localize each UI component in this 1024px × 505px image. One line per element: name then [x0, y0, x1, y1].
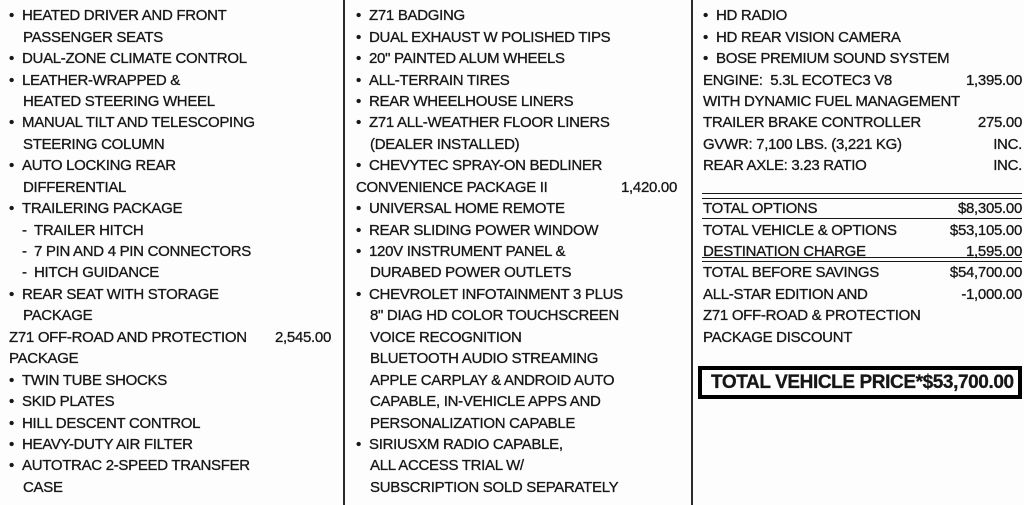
option-text: 120V INSTRUMENT PANEL &	[369, 243, 566, 261]
price-value: 275.00	[977, 114, 1022, 132]
options-column-middle	[343, 0, 691, 505]
bullet-icon: •	[356, 71, 361, 89]
option-line	[355, 412, 677, 433]
option-text: TRAILER HITCH	[34, 221, 144, 239]
bullet-icon: •	[9, 200, 14, 218]
option-line	[8, 305, 331, 326]
bullet-icon: •	[703, 7, 708, 25]
option-text: TRAILERING PACKAGE	[22, 200, 183, 218]
option-text: HILL DESCENT CONTROL	[22, 414, 201, 432]
option-text: DUAL-ZONE CLIMATE CONTROL	[22, 50, 247, 68]
option-line	[8, 262, 331, 283]
option-line	[355, 305, 677, 326]
bullet-icon: •	[356, 114, 361, 132]
price-value: 1,420.00	[621, 178, 677, 196]
option-text: DUAL EXHAUST W POLISHED TIPS	[369, 28, 611, 46]
blank-line	[702, 177, 1022, 198]
option-line	[8, 219, 331, 240]
total-vehicle-price-label: TOTAL VEHICLE PRICE*	[711, 371, 923, 393]
option-line	[8, 177, 331, 198]
option-text: REAR SLIDING POWER WINDOW	[369, 221, 599, 239]
option-text: CASE	[23, 478, 63, 496]
total-vehicle-price-box	[698, 366, 1022, 399]
bullet-icon: •	[356, 92, 361, 110]
option-line	[702, 26, 1022, 47]
bullet-icon: •	[356, 200, 361, 218]
option-line	[702, 48, 1022, 69]
option-text: ALL-STAR EDITION AND	[703, 285, 868, 303]
option-line	[8, 477, 331, 498]
option-line	[702, 155, 1022, 176]
option-line	[8, 155, 331, 176]
option-text: PASSENGER SEATS	[23, 28, 163, 46]
option-line	[355, 134, 677, 155]
option-text: PACKAGE DISCOUNT	[703, 328, 853, 346]
option-text: GVWR: 7,100 LBS. (3,221 KG)	[703, 135, 902, 153]
bullet-icon: •	[9, 285, 14, 303]
option-text: SKID PLATES	[22, 393, 115, 411]
option-line	[8, 112, 331, 133]
option-text: Z71 OFF-ROAD AND PROTECTION	[9, 328, 247, 346]
option-text: DESTINATION CHARGE	[703, 242, 866, 260]
price-value: $54,700.00	[949, 264, 1022, 282]
option-text: HEATED DRIVER AND FRONT	[22, 7, 227, 25]
bullet-icon: •	[356, 435, 361, 453]
option-text: CAPABLE, IN-VEHICLE APPS AND	[370, 393, 601, 411]
option-text: DIFFERENTIAL	[23, 178, 127, 196]
option-line	[702, 241, 1022, 262]
option-text: Z71 BADGING	[369, 7, 465, 25]
dash-icon: -	[22, 264, 27, 282]
option-line	[355, 5, 677, 26]
price-value: 2,545.00	[275, 328, 331, 346]
option-line	[8, 198, 331, 219]
price-value: $8,305.00	[957, 200, 1022, 218]
bullet-icon: •	[9, 114, 14, 132]
total-vehicle-price-value: $53,700.00	[922, 371, 1014, 393]
option-line	[355, 112, 677, 133]
option-text: CHEVYTEC SPRAY-ON BEDLINER	[369, 157, 603, 175]
option-text: APPLE CARPLAY & ANDROID AUTO	[370, 371, 615, 389]
option-line	[8, 134, 331, 155]
option-text: Z71 OFF-ROAD & PROTECTION	[703, 307, 921, 325]
option-text: PACKAGE	[23, 307, 93, 325]
bullet-icon: •	[9, 457, 14, 475]
bullet-icon: •	[9, 7, 14, 25]
bullet-icon: •	[703, 50, 708, 68]
price-value: 1,595.00	[966, 242, 1022, 260]
option-text: AUTO LOCKING REAR	[22, 157, 176, 175]
option-line	[8, 26, 331, 47]
option-line	[702, 327, 1022, 348]
option-line	[702, 198, 1022, 219]
option-line	[355, 262, 677, 283]
option-text: SIRIUSXM RADIO CAPABLE,	[369, 435, 563, 453]
option-text: CONVENIENCE PACKAGE II	[356, 178, 548, 196]
option-text: ENGINE: 5.3L ECOTEC3 V8	[703, 71, 892, 89]
bullet-icon: •	[356, 50, 361, 68]
price-value: $53,105.00	[949, 221, 1022, 239]
option-line	[8, 284, 331, 305]
option-text: ALL ACCESS TRIAL W/	[370, 457, 524, 475]
option-line	[355, 155, 677, 176]
bullet-icon: •	[356, 285, 361, 303]
option-text: LEATHER-WRAPPED &	[22, 71, 180, 89]
option-line	[702, 91, 1022, 112]
option-line	[355, 48, 677, 69]
option-text: UNIVERSAL HOME REMOTE	[369, 200, 565, 218]
option-line	[355, 477, 677, 498]
option-line	[355, 284, 677, 305]
bullet-icon: •	[9, 50, 14, 68]
bullet-icon: •	[9, 435, 14, 453]
bullet-icon: •	[9, 71, 14, 89]
option-text: HD REAR VISION CAMERA	[716, 28, 901, 46]
option-line	[8, 348, 331, 369]
option-line	[355, 219, 677, 240]
dash-icon: -	[22, 243, 27, 261]
option-text: TWIN TUBE SHOCKS	[22, 371, 167, 389]
option-text: VOICE RECOGNITION	[370, 328, 522, 346]
option-text: CHEVROLET INFOTAINMENT 3 PLUS	[369, 285, 623, 303]
option-line	[355, 348, 677, 369]
option-text: HEATED STEERING WHEEL	[23, 92, 215, 110]
option-line	[8, 5, 331, 26]
option-text: HEAVY-DUTY AIR FILTER	[22, 435, 193, 453]
option-text: Z71 ALL-WEATHER FLOOR LINERS	[369, 114, 610, 132]
price-value: INC.	[993, 157, 1022, 175]
option-text: ALL-TERRAIN TIRES	[369, 71, 510, 89]
option-line	[702, 284, 1022, 305]
option-line	[355, 434, 677, 455]
option-line	[355, 455, 677, 476]
option-line	[8, 241, 331, 262]
price-value: INC.	[993, 135, 1022, 153]
option-line	[8, 369, 331, 390]
option-text: TOTAL VEHICLE & OPTIONS	[703, 221, 897, 239]
option-line	[355, 91, 677, 112]
option-line	[702, 134, 1022, 155]
option-text: REAR WHEELHOUSE LINERS	[369, 92, 574, 110]
option-line	[8, 455, 331, 476]
option-text: WITH DYNAMIC FUEL MANAGEMENT	[703, 92, 960, 110]
option-text: BOSE PREMIUM SOUND SYSTEM	[716, 50, 950, 68]
option-text: 20" PAINTED ALUM WHEELS	[369, 50, 565, 68]
options-and-totals-column-right	[691, 0, 1024, 505]
bullet-icon: •	[9, 393, 14, 411]
option-line	[702, 219, 1022, 240]
bullet-icon: •	[356, 243, 361, 261]
option-line	[702, 5, 1022, 26]
option-text: HITCH GUIDANCE	[34, 264, 159, 282]
option-line	[8, 48, 331, 69]
option-text: BLUETOOTH AUDIO STREAMING	[370, 350, 599, 368]
option-text: DURABED POWER OUTLETS	[370, 264, 572, 282]
option-line	[355, 26, 677, 47]
option-text: TOTAL BEFORE SAVINGS	[703, 264, 879, 282]
option-text: REAR SEAT WITH STORAGE	[22, 285, 219, 303]
option-text: 8" DIAG HD COLOR TOUCHSCREEN	[370, 307, 619, 325]
option-line	[355, 69, 677, 90]
option-text: STEERING COLUMN	[23, 135, 165, 153]
option-line	[8, 434, 331, 455]
option-line	[8, 327, 331, 348]
bullet-icon: •	[356, 157, 361, 175]
option-line	[355, 391, 677, 412]
price-value: 1,395.00	[966, 71, 1022, 89]
options-column-left	[0, 0, 343, 505]
option-text: PACKAGE	[9, 350, 79, 368]
option-text: SUBSCRIPTION SOLD SEPARATELY	[370, 478, 619, 496]
bullet-icon: •	[9, 157, 14, 175]
option-line	[355, 369, 677, 390]
bullet-icon: •	[356, 221, 361, 239]
option-line	[355, 198, 677, 219]
option-text: HD RADIO	[716, 7, 787, 25]
option-text: 7 PIN AND 4 PIN CONNECTORS	[34, 243, 251, 261]
option-line	[702, 69, 1022, 90]
option-text: PERSONALIZATION CAPABLE	[370, 414, 576, 432]
bullet-icon: •	[9, 371, 14, 389]
option-line	[355, 241, 677, 262]
option-text: (DEALER INSTALLED)	[370, 135, 520, 153]
bullet-icon: •	[356, 7, 361, 25]
price-value: -1,000.00	[961, 285, 1022, 303]
option-line	[702, 305, 1022, 326]
bullet-icon: •	[356, 28, 361, 46]
option-line	[8, 391, 331, 412]
option-text: MANUAL TILT AND TELESCOPING	[22, 114, 255, 132]
option-line	[355, 327, 677, 348]
option-text: TRAILER BRAKE CONTROLLER	[703, 114, 921, 132]
bullet-icon: •	[703, 28, 708, 46]
option-line	[702, 262, 1022, 283]
dash-icon: -	[22, 221, 27, 239]
option-text: TOTAL OPTIONS	[703, 200, 818, 218]
bullet-icon: •	[9, 414, 14, 432]
option-line	[8, 69, 331, 90]
option-text: REAR AXLE: 3.23 RATIO	[703, 157, 867, 175]
option-text: AUTOTRAC 2-SPEED TRANSFER	[22, 457, 250, 475]
option-line	[355, 177, 677, 198]
option-line	[702, 112, 1022, 133]
option-line	[8, 412, 331, 433]
option-line	[8, 91, 331, 112]
